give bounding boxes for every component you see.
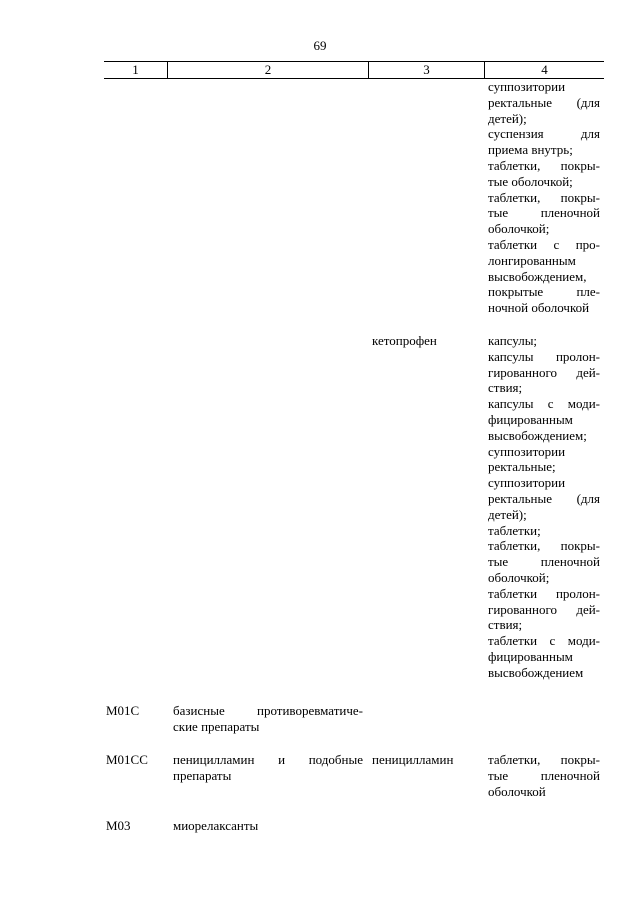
header-col-2: 2: [168, 62, 369, 78]
form-line: ректальные (для: [488, 490, 600, 506]
atc-code-m03: M03: [106, 818, 131, 833]
table-header-row: [104, 61, 604, 79]
form-line: приема внутрь;: [488, 142, 573, 158]
atc-code-m01cc: M01CC: [106, 752, 148, 767]
group-line: препараты: [173, 767, 232, 783]
form-line: тые оболочкой;: [488, 173, 573, 189]
form-line: таблетки с про-: [488, 236, 600, 252]
form-line: оболочкой;: [488, 221, 550, 237]
form-line: таблетки, покры-: [488, 157, 600, 173]
form-line: оболочкой: [488, 783, 546, 799]
form-line: тые пленочной: [488, 767, 600, 783]
form-line: фицированным: [488, 648, 573, 664]
form-line: высвобождением,: [488, 268, 587, 284]
form-line: суспензия для: [488, 126, 600, 142]
form-line: высвобождением: [488, 664, 584, 680]
form-line: покрытые пле-: [488, 284, 600, 300]
form-line: капсулы с моди-: [488, 396, 600, 412]
group-line: базисные противоревматиче-: [173, 703, 363, 718]
atc-group-m03: [173, 818, 363, 834]
form-line: суппозитории: [488, 475, 566, 491]
atc-group-m01cc: [173, 752, 363, 784]
group-line: пеницилламин и подобные: [173, 752, 363, 767]
form-line: ствия;: [488, 380, 523, 396]
group-line: ские препараты: [173, 718, 260, 734]
form-line: высвобождением;: [488, 427, 587, 443]
drug-name-ketoprofen: кетопрофен: [372, 333, 437, 348]
dosage-forms-penicillamine: [488, 752, 600, 799]
form-line: лонгированным: [488, 252, 576, 268]
form-line: ствия;: [488, 617, 523, 633]
header-col-1: 1: [104, 62, 168, 78]
form-line: таблетки, покры-: [488, 752, 600, 767]
drug-name-penicillamine: пеницилламин: [372, 752, 454, 767]
form-line: таблетки;: [488, 522, 541, 538]
atc-group-m01c: [173, 703, 363, 735]
dosage-forms-ketoprofen: [488, 333, 600, 681]
dosage-forms-continued: [488, 79, 600, 316]
form-line: гированного дей-: [488, 364, 600, 380]
form-line: фицированным: [488, 411, 573, 427]
form-line: капсулы;: [488, 333, 538, 348]
form-line: оболочкой;: [488, 569, 550, 585]
page-number: 69: [313, 38, 327, 53]
form-line: таблетки, покры-: [488, 538, 600, 554]
form-line: ректальные;: [488, 459, 556, 475]
form-line: капсулы пролон-: [488, 348, 600, 364]
form-line: суппозитории: [488, 79, 566, 94]
form-line: тые пленочной: [488, 205, 600, 221]
form-line: гированного дей-: [488, 601, 600, 617]
form-line: ночной оболочкой: [488, 300, 590, 316]
form-line: детей);: [488, 506, 527, 522]
header-col-3: 3: [369, 62, 485, 78]
header-col-4: 4: [541, 62, 548, 77]
atc-code-m01c: M01C: [106, 703, 140, 718]
form-line: ректальные (для: [488, 94, 600, 110]
form-line: таблетки с моди-: [488, 633, 600, 649]
group-line: миорелаксанты: [173, 818, 259, 833]
form-line: детей);: [488, 110, 527, 126]
form-line: тые пленочной: [488, 554, 600, 570]
form-line: таблетки пролон-: [488, 585, 600, 601]
form-line: суппозитории: [488, 443, 566, 459]
form-line: таблетки, покры-: [488, 189, 600, 205]
